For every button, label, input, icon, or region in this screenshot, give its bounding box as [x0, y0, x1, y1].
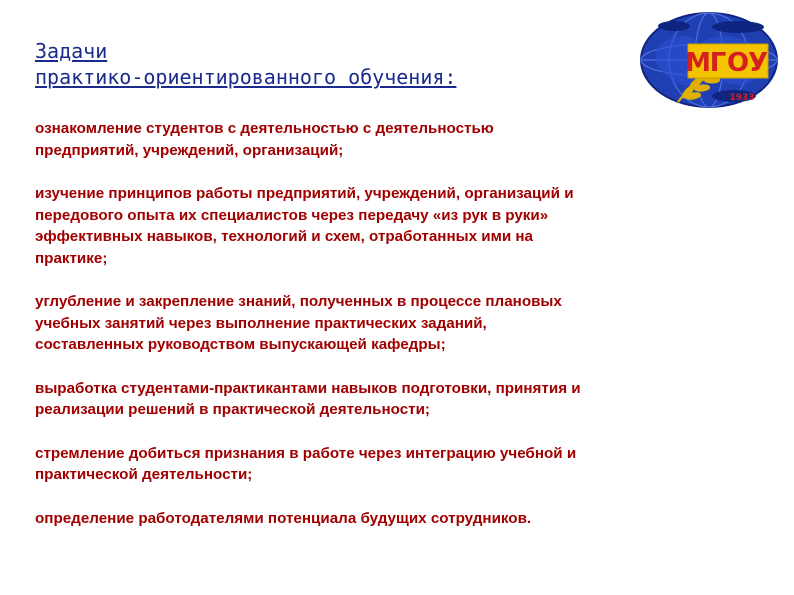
task-item	[35, 118, 765, 161]
logo-letter-1: М	[685, 48, 711, 78]
task-line: эффективных навыков, технологий и схем, отработанных ими на	[35, 228, 534, 245]
title-line-1: Задачи	[35, 39, 108, 63]
task-line: выработка студентами-практикантами навыков подготовки, принятия и	[35, 379, 581, 397]
task-item	[35, 508, 765, 530]
task-line: реализации решений в практической деятельности;	[35, 401, 430, 418]
logo-letter-2: Г	[709, 48, 727, 78]
task-line: практике;	[35, 249, 108, 267]
title-line-2: практико-ориентированного обучения:	[35, 65, 457, 89]
tasks-list	[35, 118, 765, 529]
task-line: углубление и закрепление знаний, полученных в процессе плановых	[35, 293, 562, 310]
task-line: составленных руководством выпускающей кафедры;	[35, 336, 446, 353]
task-line: учебных занятий через выполнение практических заданий,	[35, 314, 487, 332]
task-line: предприятий, учреждений, организаций;	[35, 141, 344, 159]
task-line: практической деятельности;	[35, 466, 253, 483]
task-item	[35, 443, 765, 486]
task-item	[35, 378, 765, 421]
logo-letter-3: О	[726, 48, 750, 78]
task-line: передового опыта их специалистов через передачу «из рук в руки»	[35, 206, 549, 224]
task-item	[35, 291, 765, 356]
task-item	[35, 183, 765, 269]
task-line: стремление добиться признания в работе через интеграцию учебной и	[35, 444, 577, 462]
task-line: изучение принципов работы предприятий, учреждений, организаций и	[35, 185, 574, 202]
logo-year: 1933	[729, 93, 755, 103]
task-line: ознакомление студентов с деятельностью с деятельностью	[35, 120, 494, 137]
slide-title	[35, 38, 595, 90]
logo-letter-4: У	[747, 48, 769, 78]
task-line: определение работодателями потенциала будущих сотрудников.	[35, 509, 532, 527]
university-logo	[638, 10, 780, 110]
